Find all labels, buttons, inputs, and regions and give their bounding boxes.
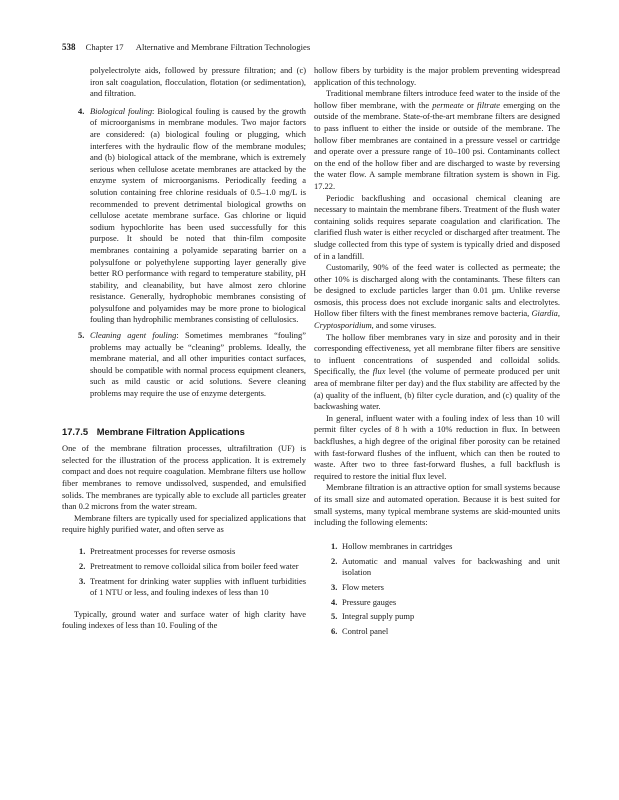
text-run: Traditional membrane filters introduce feed water to the inside of the hollow fiber membrane, with the: [314, 88, 560, 110]
item-text: : Biological fouling is caused by the growth of microorganisms in membrane modules. Two major factors are considered: (a) biological fouling or plugging, which interferes with the hydraulic flow of the membrane modules; and (b) biological attack of the membrane, which is extremely serious when cellulose acetate membranes are attacked by the enzyme system of microorganisms. Periodically feeding a solution containing free chlorine residuals of 0.5–1.0 mg/L is recommended to prevent detrimental biological growths on cellulose acetate membrane surface. Gas chlorine or liquid sodium hypochlorite has been used successfully for this purpose. It should be noted that thin-film composite membranes containing a polyamide separating barrier on a polysulfone or polyethylene supporting layer generally give better RO performance with regard to temperature stability, pH stability, and cleanability, but have almost zero chlorine resistance. Generally, hydrophobic membranes consisting of polysulfone and polyamides may be more prone to biological fouling than hydrophilic membranes consisting of cellulosics.: [90, 105, 306, 325]
list-item-text: Treatment for drinking water supplies with influent turbidities of 1 NTU or less, and fouling indexes of less than 10: [90, 575, 306, 598]
item-text: : Sometimes membranes “fouling” problems may actually be “cleaning” problems. Ideally, the membrane material, and all other impurities contact surfaces, should be compatible with normal process equipment cleaners, such as mild caustic or acid solutions. Severe cleaning problems may require the use of enzyme detergents.: [90, 330, 306, 399]
text-run: Customarily, 90% of the feed water is collected as permeate; the other 10% is discharged along with the contaminants. These filters can be designed to exclude particles larger than 0.01 µm. Unlike reverse osmosis, this process does not exclude inorganic salts and electrolytes. Hollow fiber filters with the finest membranes remove bacteria,: [314, 262, 560, 319]
list-item: [314, 626, 560, 638]
term-cryptosporidium: Cryptosporidium: [314, 320, 372, 331]
list-item: [314, 541, 560, 553]
left-column: [62, 65, 306, 632]
list-item-text: Hollow membranes in cartridges: [342, 540, 453, 551]
text-run: level (the volume of permeate produced per unit area of membrane filter per day) and the flux stability are affected by the (a) quality of the influent, (b) filter cycle duration, and (c) quality of the backwashing water.: [314, 366, 561, 412]
list-item: [314, 611, 560, 623]
list-item-text: Flow meters: [342, 581, 384, 592]
section-heading: [62, 426, 306, 438]
item-term: Biological fouling: [90, 105, 153, 116]
list-item: [62, 546, 306, 558]
item-number: 5.: [78, 330, 85, 341]
text-run: The hollow fiber membranes vary in size and porosity and in their corresponding effectiveness, yet all membrane filter fibers are sensitive to influent concentrations of suspended and colloidal solids. Specifically, the: [314, 331, 560, 377]
list-item-number: 1.: [79, 545, 86, 556]
list-continuation: polyelectrolyte aids, followed by pressure filtration; and (c) iron salt coagulation, flocculation, flotation (or sedimentation), and filtration.: [90, 65, 306, 99]
paragraph: Membrane filtration is an attractive option for small systems because of its small size and automated operation. Because it is best suited for small systems, many typical membrane systems are skid-mounted units including the following elements:: [314, 482, 560, 528]
chapter-label: Chapter 17: [85, 42, 124, 52]
list-item-text: Integral supply pump: [342, 611, 415, 622]
term-giardia: Giardia: [531, 308, 558, 319]
list-item-text: Pretreatment to remove colloidal silica from boiler feed water: [90, 560, 299, 571]
text-run: emerging on the outside of the membrane. State-of-the-art membrane filters are designed to pass influent to either the inside or outside of the membrane. The hollow fiber membranes are contained in a pressure vessel or cartridge and operate over a pressure range of 10–100 psi. Contaminants collect on the end of the hollow fiber and are discharged to waste by reversing the water flow. A sample membrane filtration system is shown in Fig. 17.22.: [314, 99, 560, 191]
paragraph: One of the membrane filtration processes, ultrafiltration (UF) is selected for the illustration of the process application. It is extremely compact and does not require coagulation. Membrane filters use hollow fiber membranes to remove undissolved, suspended, and emulsified solids. The membranes are typically able to exclude all particles greater than 0.2 microns from the water stream.: [62, 443, 306, 512]
list-item: [314, 582, 560, 594]
paragraph: hollow fibers by turbidity is the major problem preventing widespread application of this technology.: [314, 65, 560, 87]
list-item-text: Pressure gauges: [342, 596, 397, 607]
term-flux: flux: [372, 366, 386, 377]
section-number: 17.7.5: [62, 425, 89, 437]
paragraph: [314, 88, 560, 192]
list-item-text: Control panel: [342, 626, 389, 637]
list-item-cleaning-agent-fouling: [62, 330, 306, 400]
list-item: [62, 561, 306, 573]
list-item-biological-fouling: [62, 106, 306, 326]
list-item-number: 2.: [331, 555, 338, 566]
list-item-number: 2.: [79, 560, 86, 571]
running-header: [62, 42, 562, 56]
list-item-number: 3.: [331, 581, 338, 592]
chapter-title: Alternative and Membrane Filtration Technologies: [135, 42, 311, 52]
list-item: [314, 597, 560, 609]
applications-list: [62, 546, 306, 599]
paragraph: Membrane filters are typically used for specialized applications that require highly purified water, and often serve as: [62, 512, 306, 535]
item-number: 4.: [78, 105, 85, 116]
paragraph: Typically, ground water and surface water of high clarity have fouling indexes of less than 10. Fouling of the: [62, 608, 306, 631]
term-permeate: permeate: [432, 99, 464, 110]
item-term: Cleaning agent fouling: [90, 330, 177, 341]
paragraph: [314, 332, 560, 413]
term-filtrate: filtrate: [477, 99, 501, 110]
text-run: or: [463, 99, 478, 110]
list-item-number: 1.: [331, 540, 338, 551]
section-title: Membrane Filtration Applications: [96, 425, 245, 437]
text-run: , and some viruses.: [371, 320, 437, 331]
paragraph: In general, influent water with a fouling index of less than 10 will permit filter cycles of 8 h with a 10% reduction in flux. In between backflushes, a high degree of the original fiber porosity can be retained with fast-forward flushes of the influent, which can then be routed to waste. After two to three fast-forward flushes, a full backflush is required to restore the initial flux level.: [314, 412, 560, 481]
list-item-text: Pretreatment processes for reverse osmosis: [90, 545, 236, 556]
right-column: [314, 65, 560, 645]
elements-list: [314, 541, 560, 638]
page-number: 538: [62, 42, 76, 52]
paragraph: Periodic backflushing and occasional chemical cleaning are necessary to maintain the membrane fibers. Treatment of the flush water containing solids requires separate coagulation and clarification. The clarified flush water is either recycled or discharged after treatment. The sludge collected from this type of system is typically dried and disposed of in a landfill.: [314, 192, 560, 261]
list-item-number: 4.: [331, 596, 338, 607]
paragraph: [314, 262, 560, 332]
list-item-text: Automatic and manual valves for backwashing and unit isolation: [342, 555, 560, 578]
list-item: [62, 576, 306, 599]
text-run: ,: [557, 308, 560, 319]
list-item-number: 3.: [79, 575, 86, 586]
list-item: [314, 556, 560, 579]
list-item-number: 6.: [331, 626, 338, 637]
list-item-number: 5.: [331, 611, 338, 622]
